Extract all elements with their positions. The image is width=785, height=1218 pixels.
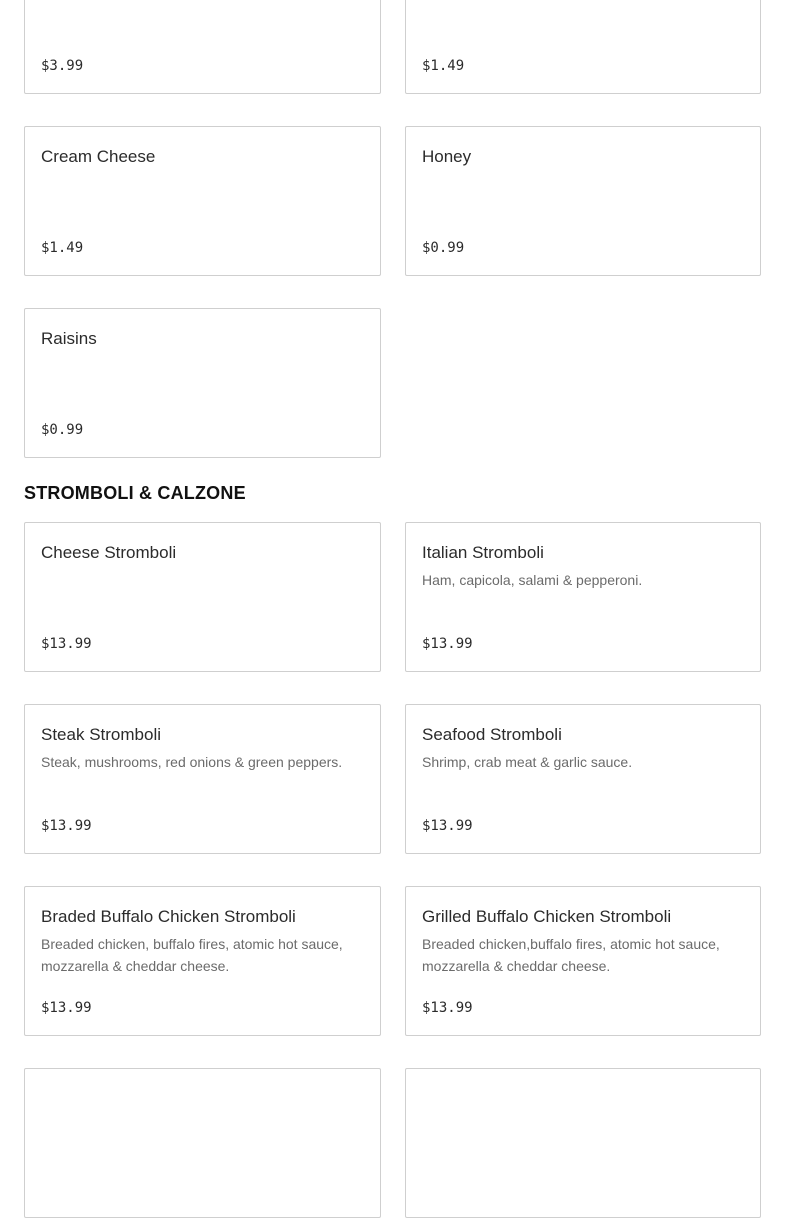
item-price: $0.99 bbox=[422, 240, 465, 256]
menu-item-card[interactable] bbox=[24, 886, 381, 1036]
item-name: Seafood Stromboli bbox=[422, 725, 562, 744]
item-description: Ham, capicola, salami & pepperoni. bbox=[422, 572, 643, 588]
menu-item-card[interactable] bbox=[24, 704, 381, 854]
menu-item-card[interactable] bbox=[24, 126, 381, 276]
item-price: $13.99 bbox=[41, 1000, 92, 1016]
item-name: Braded Buffalo Chicken Stromboli bbox=[41, 907, 296, 926]
item-price: $13.99 bbox=[422, 636, 473, 652]
item-price: $1.49 bbox=[422, 58, 465, 74]
item-price: $3.99 bbox=[41, 58, 84, 74]
menu-item-card[interactable] bbox=[405, 0, 761, 94]
item-name: Cheese Stromboli bbox=[41, 543, 177, 562]
item-name: Cream Cheese bbox=[41, 147, 156, 166]
addons-grid bbox=[24, 0, 761, 458]
item-price: $1.49 bbox=[41, 240, 84, 256]
menu-item-card[interactable] bbox=[405, 522, 761, 672]
menu-item-card[interactable] bbox=[24, 308, 381, 458]
item-description: Breaded chicken, buffalo fires, atomic hot sauce, mozzarella & cheddar cheese. bbox=[41, 936, 343, 974]
item-price: $13.99 bbox=[422, 818, 473, 834]
item-description: Steak, mushrooms, red onions & green peppers. bbox=[41, 754, 343, 770]
menu-item-card[interactable] bbox=[24, 0, 381, 94]
stromboli-grid bbox=[24, 522, 761, 1218]
menu-item-card[interactable] bbox=[405, 126, 761, 276]
item-name: Raisins bbox=[41, 329, 97, 348]
section-title: STROMBOLI & CALZONE bbox=[24, 483, 246, 503]
menu-item-card[interactable] bbox=[24, 522, 381, 672]
menu-item-card[interactable] bbox=[24, 1068, 381, 1218]
item-description: Shrimp, crab meat & garlic sauce. bbox=[422, 754, 633, 770]
item-price: $13.99 bbox=[422, 1000, 473, 1016]
menu-item-card[interactable] bbox=[405, 704, 761, 854]
item-description: Breaded chicken,buffalo fires, atomic hot sauce, mozzarella & cheddar cheese. bbox=[422, 936, 720, 974]
item-price: $13.99 bbox=[41, 636, 92, 652]
item-name: Honey bbox=[422, 147, 472, 166]
item-name: Italian Stromboli bbox=[422, 543, 544, 562]
item-name: Steak Stromboli bbox=[41, 725, 161, 744]
item-price: $0.99 bbox=[41, 422, 84, 438]
item-name: Grilled Buffalo Chicken Stromboli bbox=[422, 907, 672, 926]
menu-item-card[interactable] bbox=[405, 1068, 761, 1218]
item-price: $13.99 bbox=[41, 818, 92, 834]
menu-item-card[interactable] bbox=[405, 886, 761, 1036]
